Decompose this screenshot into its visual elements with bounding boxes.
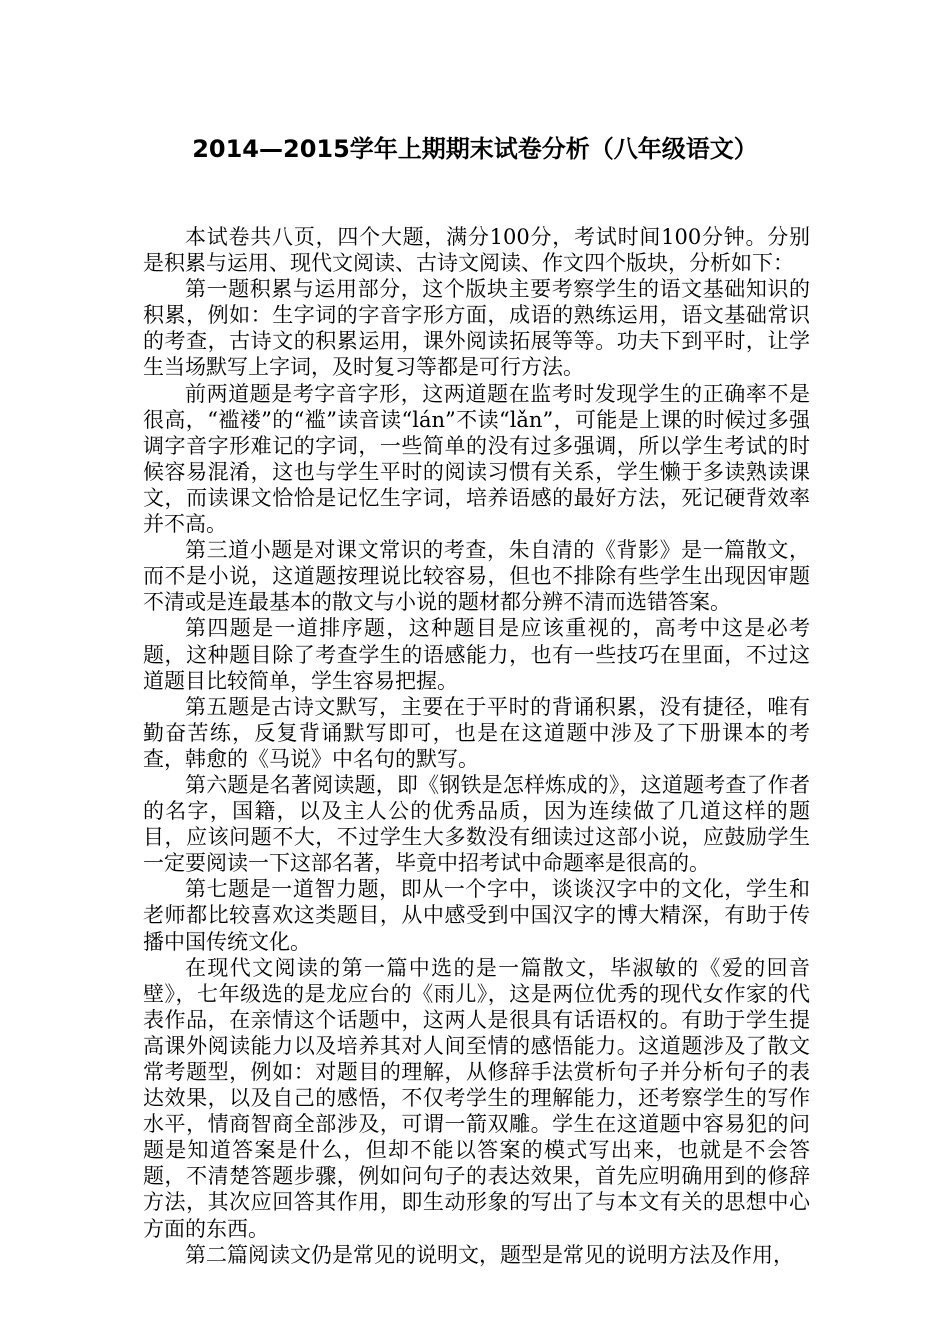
document-title: 2014—2015学年上期期末试卷分析（八年级语文） (192, 135, 758, 163)
paragraph-question-7: 第七题是一道智力题，即从一个字中，谈谈汉字中的文化，学生和老师都比较喜欢这类题目，从中感受到中国汉字的博大精深，有助于传播中国传统文化。 (143, 877, 810, 954)
paragraph-question-1: 第一题积累与运用部分，这个版块主要考察学生的语文基础知识的积累，例如：生字词的字音字形方面，成语的熟练运用，语文基础常识的考查，古诗文的积累运用，课外阅读拓展等等。功夫下到平时，让学生当场默写上字词，及时复习等都是可行方法。 (143, 277, 810, 380)
paragraph-modern-reading-2: 第二篇阅读文仍是常见的说明文，题型是常见的说明方法及作用， (185, 1242, 794, 1267)
paragraph-questions-1-2: 前两道题是考字音字形，这两道题在监考时发现学生的正确率不是很高，“褴褛”的“褴”读音读“lán”不读“lǎn”，可能是上课的时候过多强调字音字形难记的字词，一些简单的没有过多强调，所以学生考试的时候容易混淆，这也与学生平时的阅读习惯有关系，学生懒于多读熟读课文，而读课文恰恰是记忆生字词，培养语感的最好方法，死记硬背效率并不高。 (143, 381, 810, 537)
document-body (143, 224, 810, 1268)
paragraph-question-3: 第三道小题是对课文常识的考查，朱自清的《背影》是一篇散文，而不是小说，这道题按理说比较容易，但也不排除有些学生出现因审题不清或是连最基本的散文与小说的题材都分辨不清而选错答案。 (143, 538, 810, 615)
paragraph-question-4: 第四题是一道排序题，这种题目是应该重视的，高考中这是必考题，这种题目除了考查学生的语感能力，也有一些技巧在里面，不过这道题目比较简单，学生容易把握。 (143, 616, 810, 693)
paragraph-question-5: 第五题是古诗文默写，主要在于平时的背诵积累，没有捷径，唯有勤奋苦练，反复背诵默写即可，也是在这道题中涉及了下册课本的考查，韩愈的《马说》中名句的默写。 (143, 694, 810, 771)
paragraph-modern-reading-1: 在现代文阅读的第一篇中选的是一篇散文，毕淑敏的《爱的回音壁》，七年级选的是龙应台的《雨儿》，这是两位优秀的现代女作家的代表作品，在亲情这个话题中，这两人是很具有话语权的。有助于学生提高课外阅读能力以及培养其对人间至情的感悟能力。这道题涉及了散文常考题型，例如：对题目的理解，从修辞手法赏析句子并分析句子的表达效果，以及自己的感悟，不仅考学生的理解能力，还考察学生的写作水平，情商智商全部涉及，可谓一箭双雕。学生在这道题中容易犯的问题是知道答案是什么，但却不能以答案的模式写出来，也就是不会答题，不清楚答题步骤，例如问句子的表达效果，首先应明确用到的修辞方法，其次应回答其作用，即生动形象的写出了与本文有关的思想中心方面的东西。 (143, 955, 810, 1241)
paragraph-question-6: 第六题是名著阅读题，即《钢铁是怎样炼成的》，这道题考查了作者的名字，国籍，以及主人公的优秀品质，因为连续做了几道这样的题目，应该问题不大，不过学生大多数没有细读过这部小说，应鼓励学生一定要阅读一下这部名著，毕竟中招考试中命题率是很高的。 (143, 772, 810, 876)
paragraph-intro: 本试卷共八页，四个大题，满分100分，考试时间100分钟。分别是积累与运用、现代文阅读、古诗文阅读、作文四个版块，分析如下： (143, 225, 810, 276)
